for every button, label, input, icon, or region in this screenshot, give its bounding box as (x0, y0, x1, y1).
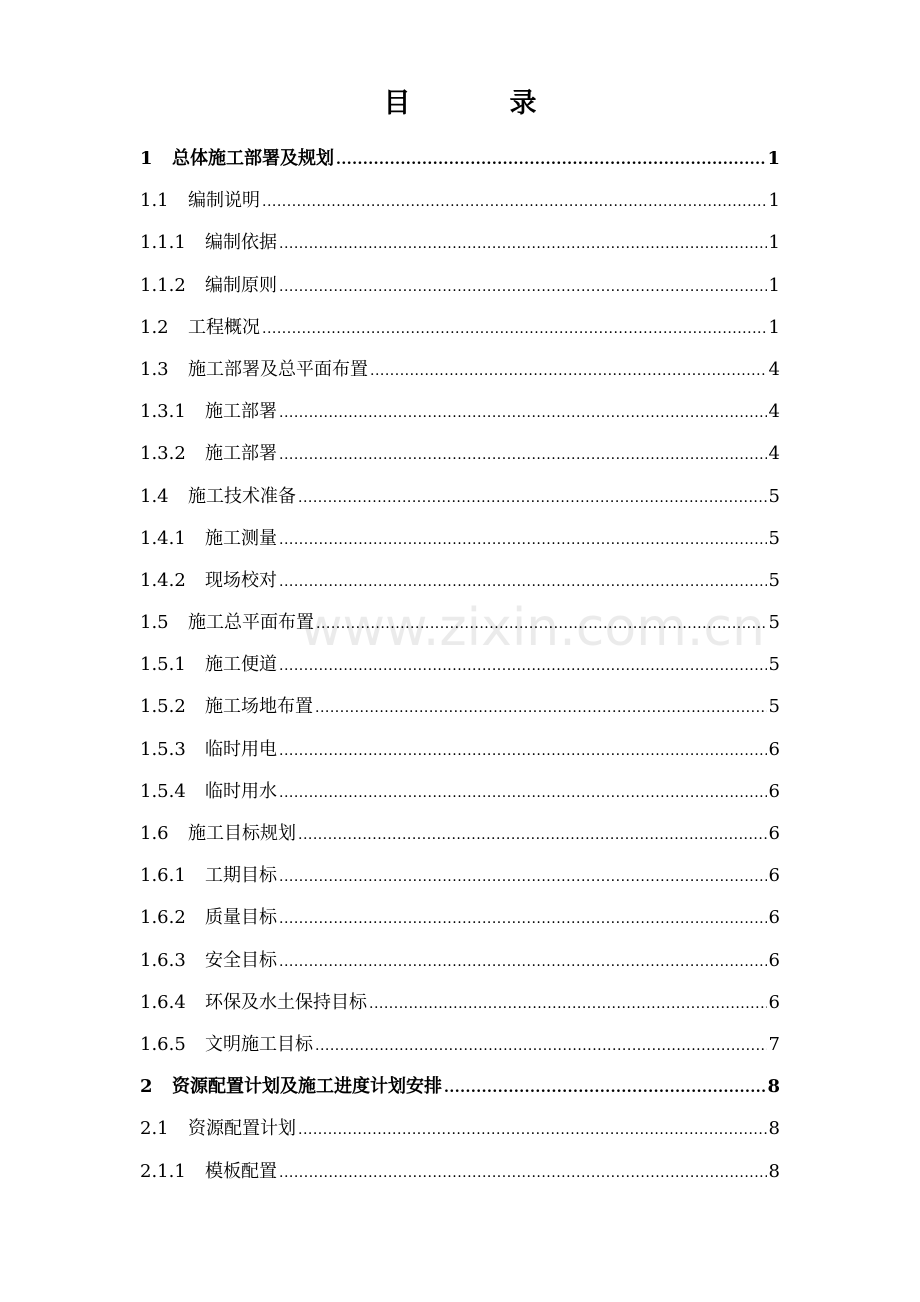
toc-dot-leader (279, 730, 767, 772)
toc-dot-leader (279, 772, 767, 814)
toc-entry[interactable] (140, 1151, 780, 1193)
toc-entry-title: 施工部署及总平面布置 (188, 358, 368, 380)
toc-dot-leader (279, 898, 767, 940)
toc-entry-page-number: 1 (768, 274, 780, 296)
toc-entry-number: 1.6 (140, 823, 169, 844)
toc-entry[interactable] (140, 771, 780, 813)
toc-entry-title: 现场校对 (205, 569, 277, 591)
toc-dot-leader (279, 856, 767, 898)
toc-entry[interactable] (140, 686, 780, 728)
toc-entry-page-number: 6 (768, 865, 780, 887)
toc-entry-number: 1.5.4 (140, 780, 186, 802)
toc-entry-page-number: 1 (767, 148, 780, 169)
toc-dot-leader (279, 561, 767, 603)
toc-entry[interactable] (140, 1066, 780, 1108)
toc-entry-page-number: 1 (768, 316, 780, 338)
toc-entry[interactable] (140, 855, 780, 897)
toc-entry-title: 施工场地布置 (205, 696, 313, 718)
toc-entry[interactable] (140, 476, 780, 518)
toc-entry-title: 施工目标规划 (188, 823, 296, 844)
table-of-contents (140, 138, 780, 1193)
toc-dot-leader (316, 603, 767, 645)
toc-entry-page-number: 6 (768, 991, 780, 1013)
toc-entry-number: 1.5 (140, 612, 169, 634)
toc-entry[interactable] (140, 729, 780, 771)
toc-entry-title: 质量目标 (205, 907, 277, 929)
toc-entry-number: 1.6.4 (140, 991, 186, 1013)
toc-dot-leader (279, 266, 767, 308)
toc-dot-leader (262, 181, 767, 223)
watermark: www.zixin.com.cn (300, 598, 765, 658)
toc-entry-number: 2.1.1 (140, 1160, 186, 1182)
toc-entry-page-number: 8 (767, 1076, 780, 1098)
toc-entry-page-number: 5 (768, 696, 780, 718)
toc-entry-number: 1.5.3 (140, 738, 186, 760)
toc-entry-page-number: 6 (768, 949, 780, 971)
toc-entry[interactable] (140, 433, 780, 475)
toc-entry-title: 资源配置计划及施工进度计划安排 (172, 1076, 442, 1098)
toc-entry[interactable] (140, 222, 780, 264)
toc-entry-title: 临时用电 (205, 738, 277, 760)
toc-entry-title: 总体施工部署及规划 (172, 148, 334, 169)
toc-entry-number: 2 (140, 1076, 153, 1098)
toc-entry-page-number: 6 (768, 780, 780, 802)
toc-entry[interactable] (140, 644, 780, 686)
toc-entry[interactable] (140, 560, 780, 602)
toc-entry-number: 1.3.1 (140, 401, 186, 423)
toc-dot-leader (298, 477, 767, 519)
toc-entry[interactable] (140, 265, 780, 307)
toc-entry[interactable] (140, 982, 780, 1024)
toc-entry-title: 工期目标 (205, 865, 277, 887)
toc-entry-title: 文明施工目标 (205, 1033, 313, 1055)
toc-entry-number: 1.1.2 (140, 274, 186, 296)
toc-entry-title: 临时用水 (205, 780, 277, 802)
toc-entry-page-number: 1 (768, 190, 780, 212)
toc-entry-number: 2.1 (140, 1118, 169, 1140)
toc-entry-title: 施工部署 (205, 443, 277, 465)
toc-entry-title: 环保及水土保持目标 (205, 991, 367, 1013)
toc-entry-number: 1.6.2 (140, 907, 186, 929)
toc-dot-leader (444, 1067, 765, 1109)
toc-entry-title: 施工便道 (205, 654, 277, 676)
toc-entry-page-number: 5 (768, 485, 780, 507)
toc-entry-number: 1.1.1 (140, 232, 186, 254)
toc-entry-page-number: 1 (768, 232, 780, 254)
toc-entry[interactable] (140, 391, 780, 433)
toc-entry-title: 资源配置计划 (188, 1118, 296, 1140)
toc-entry-number: 1 (140, 148, 153, 169)
toc-dot-leader (315, 687, 767, 729)
toc-dot-leader (298, 1109, 767, 1151)
toc-entry-page-number: 5 (768, 654, 780, 676)
toc-entry-number: 1.6.3 (140, 949, 186, 971)
toc-entry-number: 1.5.1 (140, 654, 186, 676)
toc-entry-title: 编制说明 (188, 190, 260, 212)
toc-entry[interactable] (140, 1108, 780, 1150)
toc-entry-number: 1.1 (140, 190, 169, 212)
toc-entry-page-number: 6 (768, 907, 780, 929)
toc-dot-leader (279, 223, 767, 265)
toc-entry[interactable] (140, 940, 780, 982)
toc-entry-title: 施工测量 (205, 527, 277, 549)
toc-entry[interactable] (140, 518, 780, 560)
toc-entry-title: 安全目标 (205, 949, 277, 971)
toc-entry-number: 1.6.1 (140, 865, 186, 887)
toc-entry-title: 施工技术准备 (188, 485, 296, 507)
toc-entry-page-number: 8 (768, 1118, 780, 1140)
toc-dot-leader (279, 645, 767, 687)
toc-dot-leader (262, 308, 767, 350)
toc-entry[interactable] (140, 349, 780, 391)
toc-entry-number: 1.2 (140, 316, 169, 338)
toc-entry-title: 施工部署 (205, 401, 277, 423)
toc-entry-title: 模板配置 (205, 1160, 277, 1182)
toc-entry-number: 1.4 (140, 485, 169, 507)
toc-entry[interactable] (140, 307, 780, 349)
toc-dot-leader (336, 139, 765, 181)
toc-entry-page-number: 5 (768, 612, 780, 634)
toc-entry-page-number: 4 (768, 358, 780, 380)
toc-dot-leader (279, 941, 767, 983)
toc-dot-leader (279, 1152, 767, 1194)
toc-entry-number: 1.3 (140, 358, 169, 380)
toc-entry-page-number: 6 (768, 738, 780, 760)
toc-entry-page-number: 4 (768, 401, 780, 423)
toc-entry-number: 1.4.1 (140, 527, 186, 549)
toc-entry-page-number: 5 (768, 569, 780, 591)
toc-entry-title: 编制依据 (205, 232, 277, 254)
toc-entry-number: 1.5.2 (140, 696, 186, 718)
toc-entry-page-number: 7 (768, 1033, 780, 1055)
toc-entry-page-number: 8 (768, 1160, 780, 1182)
toc-dot-leader (298, 814, 767, 856)
toc-entry-number: 1.3.2 (140, 443, 186, 465)
toc-dot-leader (369, 983, 767, 1025)
toc-entry-title: 编制原则 (205, 274, 277, 296)
toc-entry-title: 施工总平面布置 (188, 612, 314, 634)
toc-dot-leader (279, 392, 767, 434)
toc-entry-page-number: 5 (768, 527, 780, 549)
toc-dot-leader (279, 519, 767, 561)
toc-entry[interactable] (140, 602, 780, 644)
toc-entry[interactable] (140, 813, 780, 855)
toc-entry-title: 工程概况 (188, 316, 260, 338)
toc-entry[interactable] (140, 897, 780, 939)
toc-entry-number: 1.4.2 (140, 569, 186, 591)
toc-dot-leader (315, 1025, 767, 1067)
page-title: 目 录 (383, 88, 573, 119)
toc-entry-page-number: 4 (768, 443, 780, 465)
toc-dot-leader (279, 434, 767, 476)
toc-dot-leader (370, 350, 767, 392)
toc-entry-number: 1.6.5 (140, 1033, 186, 1055)
toc-entry[interactable] (140, 1024, 780, 1066)
toc-entry[interactable] (140, 138, 780, 180)
toc-entry[interactable] (140, 180, 780, 222)
toc-entry-page-number: 6 (768, 823, 780, 844)
